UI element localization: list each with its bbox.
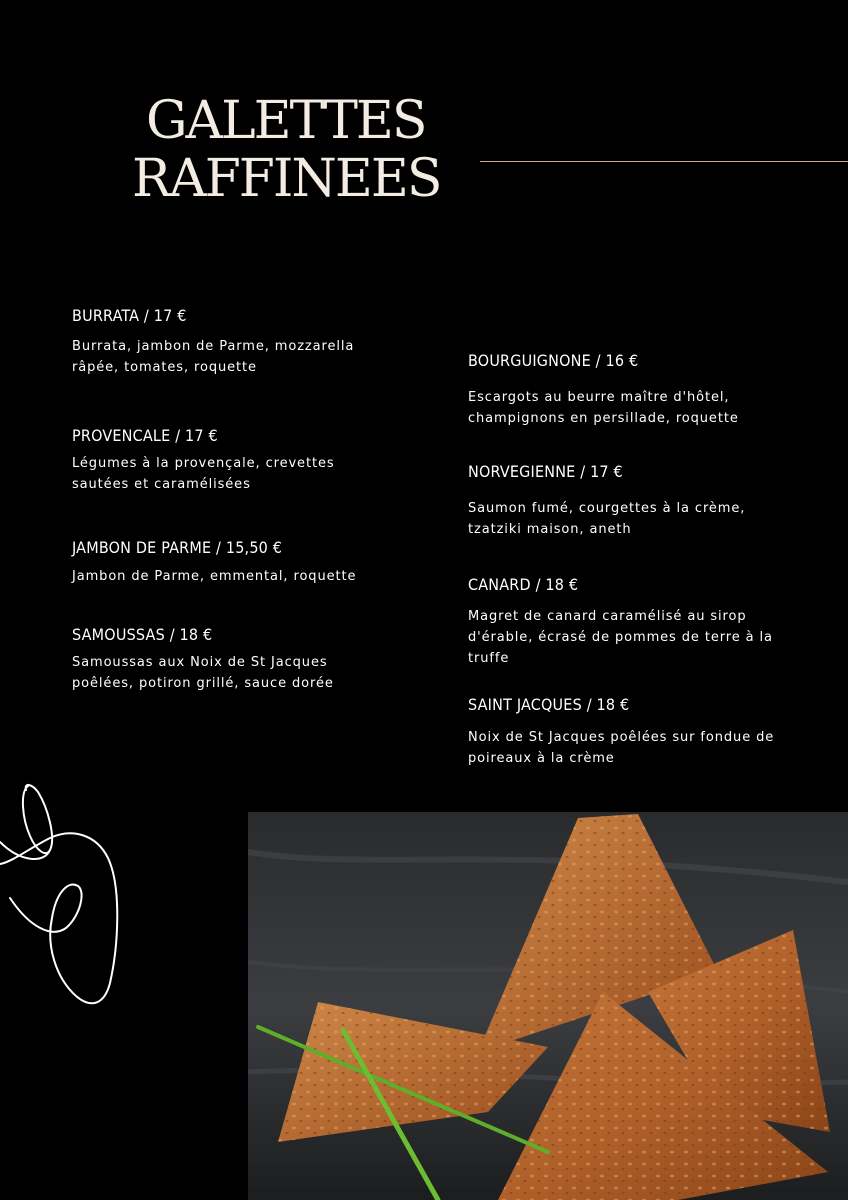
hand-drawn-line-icon (0, 778, 130, 1018)
galette-triangles-photo (248, 812, 848, 1200)
title-line-2: RAFFINEES (132, 149, 441, 209)
dish-name-samoussas: SAMOUSSAS / 18 € (72, 625, 213, 644)
page-title (0, 92, 470, 208)
dish-name-burrata: BURRATA / 17 € (72, 306, 187, 325)
dish-name-saint-jacques: SAINT JACQUES / 18 € (468, 695, 630, 714)
title-divider (480, 161, 848, 162)
dish-name-jambon-de-parme: JAMBON DE PARME / 15,50 € (72, 538, 283, 557)
dish-desc-bourguignone: Escargots au beurre maître d'hôtel, champignons en persillade, roquette (468, 390, 739, 426)
dish-desc-samoussas: Samoussas aux Noix de St Jacques poêlées, potiron grillé, sauce dorée (72, 655, 334, 691)
dish-desc-burrata: Burrata, jambon de Parme, mozzarella râpée, tomates, roquette (72, 339, 355, 375)
dish-name-canard: CANARD / 18 € (468, 575, 579, 594)
dish-desc-canard: Magret de canard caramélisé au sirop d'érable, écrasé de pommes de terre à la truffe (468, 609, 773, 666)
dish-desc-provencale: Légumes à la provençale, crevettes sautées et caramélisées (72, 456, 335, 492)
dish-name-bourguignone: BOURGUIGNONE / 16 € (468, 351, 639, 370)
dish-desc-jambon-de-parme: Jambon de Parme, emmental, roquette (72, 569, 357, 584)
dish-desc-norvegienne: Saumon fumé, courgettes à la crème, tzatziki maison, aneth (468, 501, 746, 537)
dish-desc-saint-jacques: Noix de St Jacques poêlées sur fondue de poireaux à la crème (468, 730, 775, 766)
dish-name-norvegienne: NORVEGIENNE / 17 € (468, 462, 623, 481)
dish-name-provencale: PROVENCALE / 17 € (72, 426, 218, 445)
title-line-1: GALETTES (146, 91, 426, 151)
